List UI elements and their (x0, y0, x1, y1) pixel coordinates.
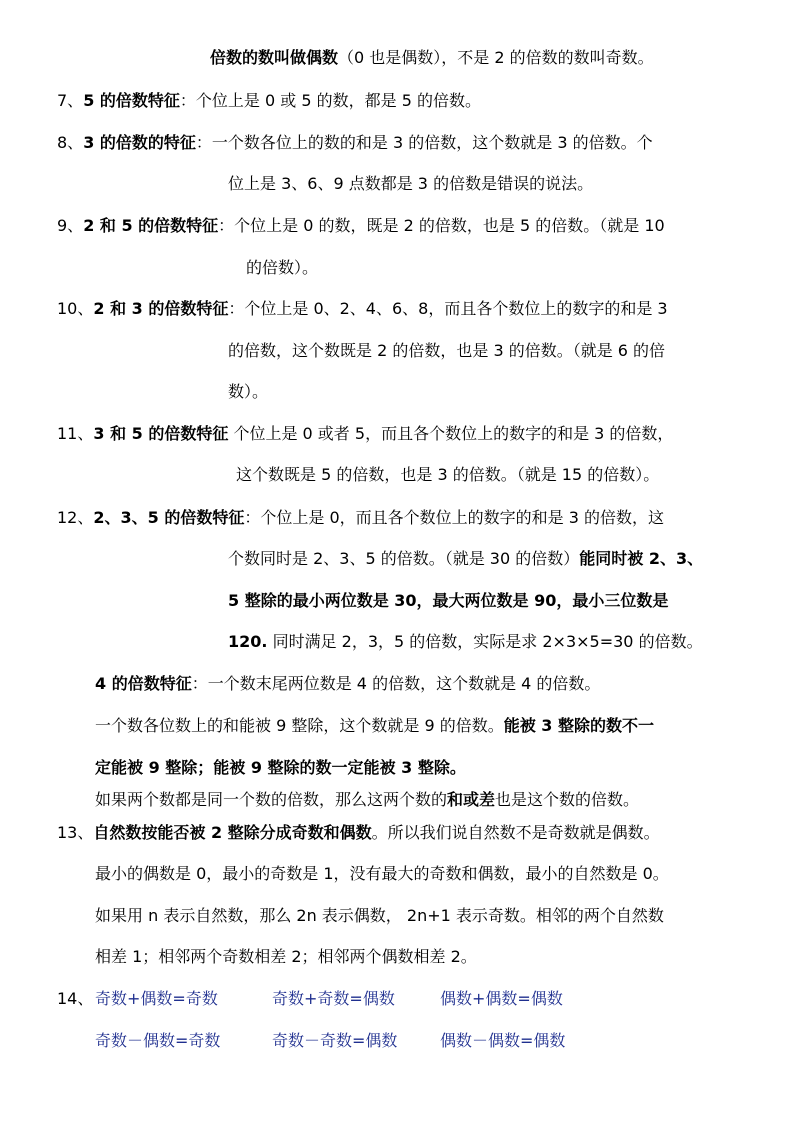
text-span: ：一个数末尾两位数是 4 的倍数，这个数就是 4 的倍数。 (191, 674, 601, 693)
text-line (228, 340, 665, 362)
bold-term: 3 的倍数的特征 (83, 133, 196, 152)
rule-odd-minus-odd: 奇数－奇数=偶数 (272, 1031, 398, 1050)
text-span: 的倍数，这个数既是 2 的倍数，也是 3 的倍数。（就是 6 的倍 (228, 341, 666, 360)
text-line (95, 715, 654, 737)
text-span: ：个位上是 0 或 5 的数，都是 5 的倍数。 (179, 91, 481, 110)
item-number: 9、 (57, 216, 84, 235)
text-line (228, 173, 593, 195)
text-line (95, 789, 639, 811)
text-span: 最小的偶数是 0，最小的奇数是 1，没有最大的奇数和偶数，最小的自然数是 0。 (95, 864, 669, 883)
item-number: 10、 (57, 299, 94, 318)
item-8 (57, 132, 653, 154)
bold-term: 5 的倍数特征 (83, 91, 180, 110)
bold-term: 能被 3 整除的数不一 (503, 716, 654, 735)
item-12 (57, 507, 664, 529)
text-span: 同时满足 2，3，5 的倍数，实际是求 2×3×5=30 的倍数。 (267, 632, 703, 651)
text-line (246, 257, 318, 279)
rule-odd-plus-odd: 奇数+奇数=偶数 (272, 989, 395, 1008)
bold-term: 2、3、5 的倍数特征 (93, 508, 245, 527)
bold-term: 和或差 (447, 790, 496, 809)
text-span: 相差 1；相邻两个奇数相差 2；相邻两个偶数相差 2。 (95, 947, 477, 966)
text-span: 也是这个数的倍数。 (495, 790, 640, 809)
text-span: 的倍数）。 (246, 258, 319, 277)
text-span: 如果两个数都是同一个数的倍数，那么这两个数的 (95, 790, 448, 809)
text-span: 。所以我们说自然数不是奇数就是偶数。 (371, 823, 660, 842)
text-line (236, 464, 659, 486)
text-line (95, 905, 664, 927)
text-line (95, 863, 669, 885)
item-number: 12、 (57, 508, 94, 527)
bold-term: 自然数按能否被 2 整除分成奇数和偶数 (93, 823, 372, 842)
text-line (228, 631, 703, 653)
bold-term: 能同时被 2、3、 (579, 549, 704, 568)
text-span: ：个位上是 0、2、4、6、8，而且各个数位上的数字的和是 3 (228, 299, 668, 318)
bold-term: 4 的倍数特征 (95, 674, 192, 693)
text-span: ：一个数各位上的数的和是 3 的倍数，这个数就是 3 的倍数。个 (195, 133, 653, 152)
text-line (95, 673, 600, 695)
item-7 (57, 90, 481, 112)
text-span: （0 也是偶数），不是 2 的倍数的数叫奇数。 (338, 48, 654, 67)
text-span: 个数同时是 2、3、5 的倍数。（就是 30 的倍数） (228, 549, 580, 568)
rule-even-plus-even: 偶数+偶数=偶数 (440, 989, 563, 1008)
bold-line: 定能被 9 整除；能被 9 整除的数一定能被 3 整除。 (95, 758, 466, 777)
text-span: 如果用 n 表示自然数，那么 2n 表示偶数， 2n+1 表示奇数。相邻的两个自然数 (95, 906, 664, 925)
bold-term: 倍数的数叫做偶数 (210, 48, 339, 67)
bold-line: 5 整除的最小两位数是 30，最大两位数是 90，最小三位数是 (228, 591, 669, 610)
item-number: 13、 (57, 823, 94, 842)
text-span: ：个位上是 0 的数，既是 2 的倍数，也是 5 的倍数。（就是 10 (218, 216, 665, 235)
item-11 (57, 423, 673, 445)
rule-even-minus-even: 偶数－偶数=偶数 (440, 1031, 566, 1050)
bold-term: 2 和 5 的倍数特征 (83, 216, 219, 235)
item-13 (57, 822, 660, 844)
item-number: 11、 (57, 424, 94, 443)
text-line (210, 47, 654, 69)
text-span: 数）。 (228, 382, 269, 401)
item-9 (57, 215, 665, 237)
bold-term: 3 和 5 的倍数特征 (93, 424, 229, 443)
text-span: 这个数既是 5 的倍数，也是 3 的倍数。（就是 15 的倍数）。 (236, 465, 660, 484)
text-line (228, 381, 268, 403)
item-10 (57, 298, 668, 320)
item-number: 7、 (57, 91, 84, 110)
item-number: 14、 (57, 989, 94, 1008)
text-span: 个位上是 0 或者 5，而且各个数位上的数字的和是 3 的倍数， (228, 424, 674, 443)
item-number: 8、 (57, 133, 84, 152)
text-span: 位上是 3、6、9 点数都是 3 的倍数是错误的说法。 (228, 174, 594, 193)
text-span: 一个数各位数上的和能被 9 整除，这个数就是 9 的倍数。 (95, 716, 504, 735)
bold-term: 120. (228, 632, 268, 651)
text-span: ：个位上是 0，而且各个数位上的数字的和是 3 的倍数，这 (244, 508, 664, 527)
text-line (95, 946, 477, 968)
text-line (228, 548, 703, 570)
bold-term: 2 和 3 的倍数特征 (93, 299, 229, 318)
rule-odd-plus-even: 奇数+偶数=奇数 (95, 989, 218, 1008)
rule-odd-minus-even: 奇数－偶数=奇数 (95, 1031, 221, 1050)
